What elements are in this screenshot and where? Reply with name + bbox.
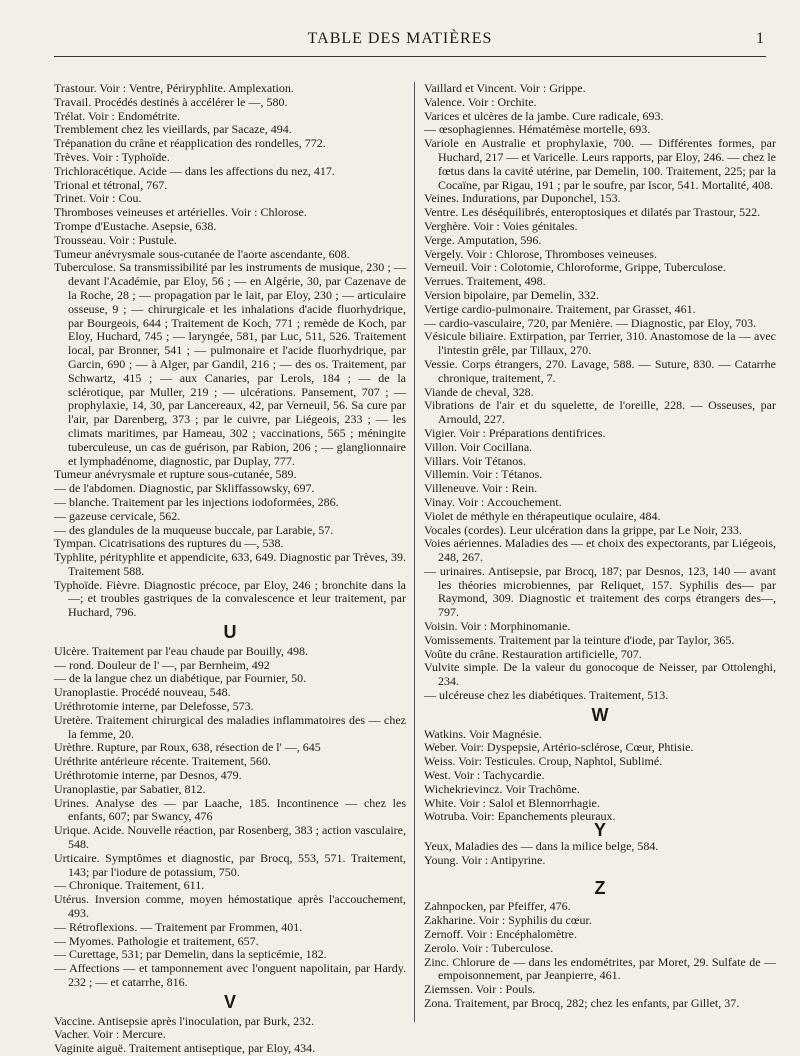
index-entry: — œsophagiennes. Hématémèse mortelle, 693. — [424, 122, 651, 137]
index-entry: Typhoïde. Fièvre. Diagnostic précoce, par Eloy, 246 ; bronchite dans la—; et troubles gastriques de la convalescence et leur traitement, par Huchard, 796. — [54, 577, 406, 620]
index-entry: — de l'abdomen. Diagnostic, par Skliffassowsky, 697. — [54, 481, 315, 496]
index-entry: — urinaires. Antisepsie, par Brocq, 187; par Desnos, 123, 140 — avant les théories microbiennes, par Reliquet, 157. Syphilis des— par Raymond, 309. Diagnostic et traitement des corps étrangers des—, 797. — [424, 563, 776, 620]
index-entry: Zernoff. Voir : Encéphalomètre. — [424, 927, 577, 942]
index-entry: Trélat. Voir : Endométrite. — [54, 108, 181, 123]
index-entry: Vésicule biliaire. Extirpation, par Terrier, 310. Anastomose de la — avec l'intestin grêle, par Tillaux, 270. — [424, 329, 776, 358]
right-column — [424, 82, 776, 1011]
index-entry: Version bipolaire, par Demelin, 332. — [424, 287, 599, 302]
index-entry: Weiss. Voir: Testicules. Croup, Naphtol, Sublimé. — [424, 754, 663, 769]
index-entry: Tumeur anévrysmale sous-cutanée de l'aorte ascendante, 608. — [54, 246, 350, 261]
index-entry: Uranoplastie. Procédé nouveau, 548. — [54, 685, 231, 700]
index-entry: Urticaire. Symptômes et diagnostic, par Brocq, 553, 571. Traitement, 143; par l'iodure de potassium, 750. — [54, 850, 406, 879]
section-letter-u: U — [223, 622, 237, 643]
index-entry: — gazeuse cervicale, 562. — [54, 508, 181, 523]
index-entry: Trèves. Voir : Typhoïde. — [54, 149, 170, 164]
index-entry: Vacher. Voir : Mercure. — [54, 1027, 166, 1042]
index-entry: Villeneuve. Voir : Rein. — [424, 481, 538, 496]
index-entry: Zerolo. Voir : Tuberculose. — [424, 940, 554, 955]
v-entries-right — [424, 82, 776, 703]
index-entry: Ziemssen. Voir : Pouls. — [424, 982, 536, 997]
index-entry: Trompe d'Eustache. Asepsie, 638. — [54, 218, 217, 233]
index-entry: Zinc. Chlorure de — dans les endométrites, par Moret, 29. Sulfate de — empoisonnement, par Jeanpierre, 461. — [424, 954, 776, 983]
index-entry: Violet de méthyle en thérapeutique oculaire, 484. — [424, 508, 661, 523]
index-entry: Urèthre. Rupture, par Roux, 638, résection de l' —, 645 — [54, 740, 321, 755]
index-entry: Utérus. Inversion comme, moyen hémostatique après l'accouchement, 493. — [54, 892, 406, 921]
index-entry: West. Voir : Tachycardie. — [424, 768, 545, 783]
index-entry: Tuberculose. Sa transmissibilité par les instruments de musique, 230 ; — devant l'Académie, par Eloy, 56 ; — en Algérie, 30, par Cazenave de la Roche, 28 ; — propagation par le lait, par Eloy, 230 ; — articulaire osseuse, 9 ; — chirurgicale et les inhalations d'acide fluorhydrique, par Bourgeois, 644 ; Traitement de Koch, 771 ; remède de Koch, par Eloy, Huchard, 745 ; — laryngée, 581, par Luc, 511, 526. Traitement local, par Bronner, 541 ; — pulmonaire et l'acide fluorhydrique, par Garcin, 690 ; — à Alger, par Gandil, 216 ; — des os. Traitement, par Schwartz, 415 ; — aux Canaries, par Lerols, 184 ; — de la sclérotique, par Muller, 219 ; — ulcérations. Pansement, 707 ; — prophylaxie, 14, 30, par Lancereaux, 42, par Verneuil, 56. Sa cure par l'air, par Darenberg, 373 ; par le cuivre, par Liégeois, 233 ; — les climats maritimes, par Hameau, 302 ; vaccinations, 565 ; méningite tuberculeuse, un cas de guérison, par Rabion, 206 ; — glanglionnaire et lymphadénome, diagnostic, par Duplay, 777. — [54, 260, 406, 468]
index-entry: Vaginite aiguë. Traitement antiseptique, par Eloy, 434. — [54, 1041, 316, 1056]
section-letter-w: W — [591, 704, 609, 725]
section-letter-y: Y — [593, 820, 606, 841]
t-entries — [54, 82, 406, 620]
index-entry: Wotruba. Voir: Epanchements pleuraux. — [424, 809, 616, 824]
index-entry: Vaccine. Antisepsie après l'inoculation, par Burk, 232. — [54, 1013, 315, 1028]
index-entry: Tumeur anévrysmale et rupture sous-cutanée, 589. — [54, 467, 297, 482]
index-entry: Vocales (cordes). Leur ulcération dans la grippe, par Le Noir, 233. — [424, 522, 742, 537]
index-entry: Vomissements. Traitement par la teinture d'iode, par Taylor, 365. — [424, 632, 735, 647]
index-entry: Vigier. Voir : Préparations dentifrices. — [424, 425, 606, 440]
index-entry: Yeux, Maladies des — dans la milice belge, 584. — [424, 839, 659, 854]
index-entry: Voisin. Voir : Morphinomanie. — [424, 619, 571, 634]
index-entry: Trinet. Voir : Cou. — [54, 191, 142, 206]
running-head — [0, 30, 800, 52]
index-entry: Trépanation du crâne et réapplication des rondelles, 772. — [54, 136, 326, 151]
header-rule — [54, 56, 766, 57]
page-number: 1 — [756, 30, 764, 47]
index-entry: Valence. Voir : Orchite. — [424, 94, 537, 109]
index-entry: — Rétroflexions. — Traitement par Frommen, 401. — [54, 919, 303, 934]
index-entry: Viande de cheval, 328. — [424, 384, 534, 399]
index-entry: — cardio-vasculaire, 720, par Menière. — Diagnostic, par Eloy, 703. — [424, 315, 757, 330]
index-entry: Trastour. Voir : Ventre, Périryphlite. Amplexation. — [54, 81, 294, 95]
index-entry: Villemin. Voir : Tétanos. — [424, 467, 543, 482]
index-entry: Travail. Procédés destinés à accélérer le —, 580. — [54, 94, 288, 109]
index-entry: — rond. Douleur de l' —, par Bernheim, 492 — [54, 657, 270, 672]
index-entry: Uréthrotomie interne, par Delefosse, 573. — [54, 699, 254, 714]
index-entry: Voies aériennes. Maladies des — et choix des expectorants, par Liégeois, 248, 267. — [424, 536, 776, 565]
section-letter-v: V — [223, 991, 236, 1012]
index-entry: Verge. Amputation, 596. — [424, 232, 542, 247]
index-entry: — Myomes. Pathologie et traitement, 657. — [54, 933, 259, 948]
index-entry: Vertige cardio-pulmonaire. Traitement, par Grasset, 461. — [424, 301, 696, 316]
index-entry: Young. Voir : Antipyrine. — [424, 852, 546, 867]
index-entry: Typhlite, pérityphlite et appendicite, 633, 649. Diagnostic par Trèves, 39. Traitement 588. — [54, 550, 406, 578]
index-entry: Uréthrotomie interne, par Desnos, 479. — [54, 768, 242, 783]
w-entries — [424, 728, 776, 825]
index-entry: Trousseau. Voir : Pustule. — [54, 232, 177, 247]
index-entry: Zakharine. Voir : Syphilis du cœur. — [424, 913, 592, 928]
index-entry: Voûte du crâne. Restauration artificielle, 707. — [424, 646, 642, 661]
index-entry: Vessie. Corps étrangers, 270. Lavage, 588. — Suture, 830. — Catarrhe chronique, traitement, 7. — [424, 356, 776, 385]
column-divider — [414, 82, 415, 1022]
index-entry: Vibrations de l'air et du squelette, de l'oreille, 228. — Osseuses, par Arnould, 227. — [424, 398, 776, 427]
index-entry: Vergely. Voir : Chlorose, Thromboses veineuses. — [424, 246, 657, 261]
left-column — [54, 82, 406, 1056]
index-entry: Tremblement chez les vieillards, par Sacaze, 494. — [54, 122, 292, 137]
index-entry: Ulcère. Traitement par l'eau chaude par Bouilly, 498. — [54, 643, 308, 658]
section-letter-z: Z — [594, 877, 606, 898]
index-entry: — Chronique. Traitement, 611. — [54, 878, 205, 893]
index-entry: Verneuil. Voir : Colotomie, Chloroforme, Grippe, Tuberculose. — [424, 260, 726, 275]
index-entry: — de la langue chez un diabétique, par Fournier, 50. — [54, 671, 307, 686]
spacer — [424, 868, 776, 876]
index-entry: Vaillard et Vincent. Voir : Grippe. — [424, 81, 586, 95]
index-entry: Verrues. Traitement, 498. — [424, 274, 546, 289]
index-entry: Zahnpocken, par Pfeiffer, 476. — [424, 899, 571, 914]
index-entry: Villon. Voir Cocillana. — [424, 439, 533, 454]
index-entry: Uréthrite antérieure récente. Traitement, 560. — [54, 754, 271, 769]
index-entry: Villars. Voir Tétanos. — [424, 453, 526, 468]
index-entry: — des glandules de la muqueuse buccale, par Larabie, 57. — [54, 522, 334, 537]
u-entries — [54, 645, 406, 990]
index-entry: Vinay. Voir : Accouchement. — [424, 494, 562, 509]
index-entry: Vulvite simple. De la valeur du gonocoque de Neisser, par Ottolenghi, 234. — [424, 660, 776, 689]
page-title: TABLE DES MATIÈRES — [307, 30, 493, 47]
index-entry: White. Voir : Salol et Blennorrhagie. — [424, 795, 600, 810]
index-entry: Ventre. Les déséquilibrés, enteroptosiques et dilatés par Trastour, 522. — [424, 205, 761, 220]
index-entry: — ulcéreuse chez les diabétiques. Traitement, 513. — [424, 688, 669, 703]
index-entry: Zona. Traitement, par Brocq, 282; chez les enfants, par Gillet, 37. — [424, 996, 740, 1010]
index-entry: Trional et tétronal, 767. — [54, 177, 168, 192]
index-entry: Variole en Australie et prophylaxie, 700. — Différentes formes, par Huchard, 217 — et Varicelle. Leurs rapports, par Eloy, 246. — chez le fœtus dans la cavité utérine, par Demelin, 100. Traitement, 225; par la Cocaïne, par Rigau, 191 ; par le soufre, par Iscor, 541. Mortalité, 408. — [424, 136, 776, 192]
index-entry: Urique. Acide. Nouvelle réaction, par Rosenberg, 383 ; action vasculaire, 548. — [54, 823, 406, 852]
index-entry: Wichekrievincz. Voir Trachôme. — [424, 781, 580, 796]
index-entry: Uretère. Traitement chirurgical des maladies inflammatoires des — chez la femme, 20. — [54, 712, 406, 741]
index-entry: Veines. Indurations, par Duponchel, 153. — [424, 191, 621, 206]
index-entry: Tympan. Cicatrisations des ruptures du —, 538. — [54, 536, 284, 551]
z-entries — [424, 900, 776, 1010]
index-entry: Weber. Voir: Dyspepsie, Artério-sclérose, Cœur, Phtisie. — [424, 740, 694, 755]
index-entry: Watkins. Voir Magnésie. — [424, 726, 542, 741]
index-entry: Uranoplastie, par Sabatier, 812. — [54, 781, 206, 796]
y-entries — [424, 840, 776, 868]
index-entry: — Curettage, 531; par Demelin, dans la septicémie, 182. — [54, 947, 327, 962]
index-entry: Verghère. Voir : Voies génitales. — [424, 218, 578, 233]
index-entry: Varices et ulcères de la jambe. Cure radicale, 693. — [424, 108, 664, 123]
index-entry: Thromboses veineuses et artérielles. Voir : Chlorose. — [54, 205, 307, 220]
index-entry: — Affections — et tamponnement avec l'onguent napolitain, par Hardy. 232 ; — et catarrhe, 816. — [54, 961, 406, 989]
index-entry: Urines. Analyse des — par Laache, 185. Incontinence — chez les enfants, 607; par Swancy, 476 — [54, 795, 406, 824]
index-entry: — blanche. Traitement par les injections iodoformées, 286. — [54, 494, 339, 509]
index-entry: Trichloracétique. Acide — dans les affections du nez, 417. — [54, 163, 335, 178]
